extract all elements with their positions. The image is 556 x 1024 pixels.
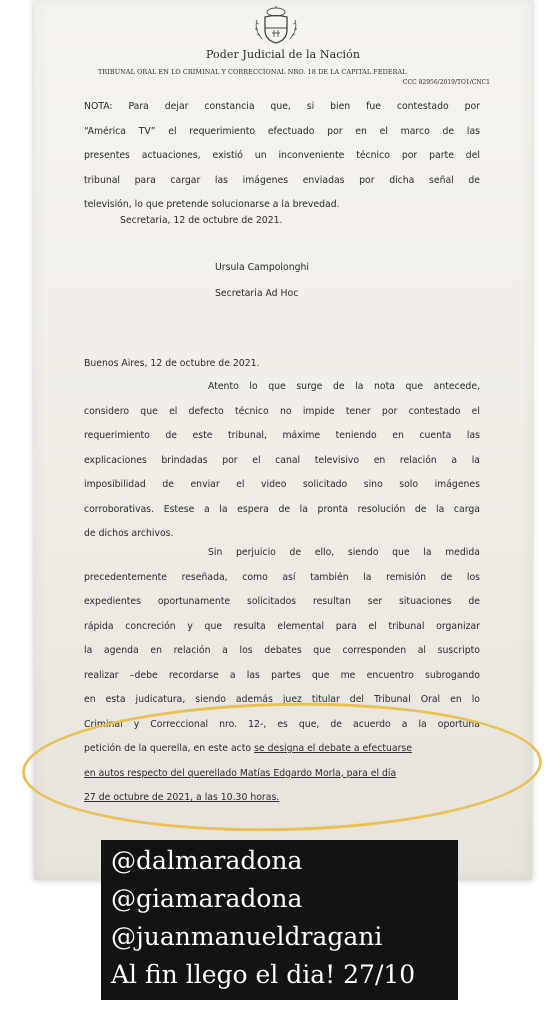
story-caption-text: Al fin llego el dia! 27/10: [111, 960, 416, 989]
nota-line: NOTA: Para dejar constancia que, si bien fue contestado por: [84, 101, 480, 112]
hearing-date-line: 27 de octubre de 2021, a las 10.30 horas.: [84, 792, 280, 803]
resolution-paragraph-2: [84, 541, 480, 811]
nota-line: tribunal para cargar las imágenes enviadas por dicha señal de: [84, 174, 480, 186]
paragraph-line: considero que el defecto técnico no impide tener por contestado el: [84, 405, 480, 417]
mention-dalmaradona[interactable]: @dalmaradona: [111, 846, 303, 875]
court-name-heading: Poder Judicial de la Nación: [205, 48, 361, 61]
nota-date: Secretaria, 12 de octubre de 2021.: [120, 215, 283, 226]
paragraph-line: de dichos archivos.: [84, 528, 174, 539]
story-caption-box: [101, 840, 458, 1000]
paragraph-line: Criminal y Correccional nro. 12-, es que, de acuerdo a la oportuna: [84, 718, 480, 730]
case-number: CCC 82956/2019/TO1/CNC1: [402, 79, 490, 86]
paragraph-line: precedentemente reseñada, como así también la remisión de los: [84, 571, 480, 583]
paragraph-line: rápida concreción y que resulta elemental para el tribunal organizar: [84, 620, 480, 632]
mention-giamaradona[interactable]: @giamaradona: [111, 884, 303, 913]
national-coat-of-arms-icon: [252, 6, 300, 46]
signer-title: Secretaria Ad Hoc: [215, 288, 299, 299]
paragraph-line: corroborativas. Estese a la espera de la pronta resolución de la carga: [84, 503, 480, 515]
nota-paragraph: [84, 95, 480, 218]
nota-line: televisión, lo que pretende solucionarse a la brevedad.: [84, 199, 340, 210]
paragraph-line: expedientes oportunamente solicitados resultan ser situaciones de: [84, 596, 480, 607]
hearing-designation-underlined: se designa el debate a efectuarse: [254, 743, 412, 754]
paragraph-line: la agenda en relación a los debates que corresponden al suscripto: [84, 645, 480, 656]
paragraph-line: imposibilidad de enviar el video solicitado sino solo imágenes: [84, 479, 480, 490]
signer-name: Ursula Campolonghi: [215, 262, 309, 273]
resolution-date: Buenos Aires, 12 de octubre de 2021.: [84, 358, 260, 369]
paragraph-line: realizar –debe recordarse a las partes que me encuentro subrogando: [84, 669, 480, 681]
nota-line: “América TV” el requerimiento efectuado por en el marco de las: [84, 125, 480, 137]
nota-line: presentes actuaciones, existió un inconveniente técnico por parte del: [84, 150, 480, 161]
paragraph-line: Sin perjuicio de ello, siendo que la medida: [208, 547, 480, 558]
paragraph-line: en esta judicatura, siendo además juez titular del Tribunal Oral en lo: [84, 694, 480, 705]
paragraph-line: Atento lo que surge de la nota que antecede,: [208, 381, 480, 392]
tribunal-subtitle: TRIBUNAL ORAL EN LO CRIMINAL Y CORRECCIONAL NRO. 18 DE LA CAPITAL FEDERAL: [98, 68, 407, 76]
hearing-defendant-line: en autos respecto del querellado Matías Edgardo Morla, para el día: [84, 767, 397, 779]
resolution-paragraph-1: [84, 375, 480, 547]
paragraph-line-hearing: [84, 737, 480, 762]
mention-juanmanueldragani[interactable]: @juanmanueldragani: [111, 922, 383, 951]
paragraph-line: requerimiento de este tribunal, máxime teniendo en cuenta las: [84, 430, 480, 441]
paragraph-line: explicaciones brindadas por el canal televisivo en relación a la: [84, 454, 480, 466]
court-document-page: [34, 0, 532, 880]
paragraph-line-plain: petición de la querella, en este acto: [84, 743, 255, 754]
